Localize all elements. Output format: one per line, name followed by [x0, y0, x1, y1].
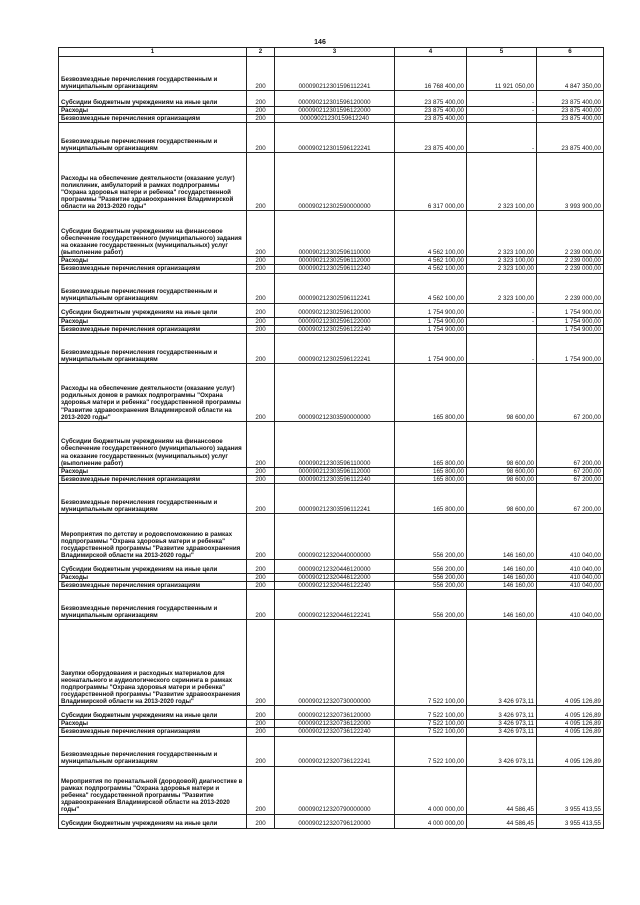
row-amount-executed: 3 426 973,11 — [467, 728, 537, 736]
row-budget-code: 000090212320446122241 — [275, 590, 395, 620]
row-amount-approved: 16 768 400,00 — [395, 57, 467, 91]
row-amount-approved: 165 800,00 — [395, 421, 467, 467]
row-budget-code: 000090212301596122241 — [275, 123, 395, 153]
row-amount-executed: 2 323 100,00 — [467, 265, 537, 273]
row-group-code: 200 — [247, 333, 275, 363]
row-amount-remaining: 67 200,00 — [537, 421, 604, 467]
row-description: Мероприятия по детству и родовспоможению в рамках подпрограммы "Охрана здоровья матери и ребенка" государственной программы "Развитие здравоохранения Владимирской области на 2013-2020 годы" — [59, 514, 247, 560]
table-row — [59, 421, 604, 467]
row-amount-executed: 98 600,00 — [467, 467, 537, 475]
row-amount-approved: 1 754 900,00 — [395, 333, 467, 363]
row-group-code: 200 — [247, 107, 275, 115]
row-amount-executed: 146 160,00 — [467, 574, 537, 582]
table-row — [59, 706, 604, 720]
row-description: Безвозмездные перечисления организациям — [59, 265, 247, 273]
row-budget-code: 000090212302596112241 — [275, 273, 395, 303]
row-amount-executed: 146 160,00 — [467, 560, 537, 574]
row-amount-remaining: 1 754 900,00 — [537, 303, 604, 317]
row-description: Расходы на обеспечение деятельности (оказание услуг) родильных домов в рамках подпрограммы "Охрана здоровья матери и ребенка" государственной программы "Развитие здравоохранения Владимирской области на 2013-2020 годы" — [59, 363, 247, 421]
table-row — [59, 273, 604, 303]
row-group-code: 200 — [247, 766, 275, 814]
row-group-code: 200 — [247, 273, 275, 303]
row-description: Расходы на обеспечение деятельности (оказание услуг) поликлиник, амбулаторий в рамках подпрограммы "Охрана здоровья матери и ребенка" государственной программы "Развитие здравоохранения Владимирской области на 2013-2020 годы" — [59, 153, 247, 211]
row-amount-executed: - — [467, 107, 537, 115]
row-description: Безвозмездные перечисления государственным и муниципальным организациям — [59, 333, 247, 363]
row-description: Закупки оборудования и расходных материалов для неонатального и аудиологического скрининга в рамках подпрограммы "Охрана здоровья матери и ребенка" государственной программы "Развитие здравоохранения Владимирской области на 2013-2020 годы" — [59, 620, 247, 706]
row-amount-executed — [467, 325, 537, 333]
row-group-code: 200 — [247, 153, 275, 211]
row-group-code: 200 — [247, 590, 275, 620]
table-row — [59, 484, 604, 514]
row-budget-code: 000090212303596112241 — [275, 484, 395, 514]
row-amount-approved: 165 800,00 — [395, 363, 467, 421]
row-amount-executed: - — [467, 91, 537, 107]
table-row — [59, 582, 604, 590]
row-amount-remaining: 3 993 900,00 — [537, 153, 604, 211]
row-amount-approved: 1 754 900,00 — [395, 303, 467, 317]
table-row — [59, 107, 604, 115]
table-row — [59, 574, 604, 582]
row-budget-code: 00009021230159612240 — [275, 115, 395, 123]
row-amount-approved: 7 522 100,00 — [395, 720, 467, 728]
row-group-code: 200 — [247, 814, 275, 828]
row-budget-code: 000090212320446122000 — [275, 574, 395, 582]
row-amount-remaining: 4 095 126,89 — [537, 720, 604, 728]
row-amount-executed: 3 426 973,11 — [467, 736, 537, 766]
row-amount-approved: 556 200,00 — [395, 582, 467, 590]
row-amount-approved: 7 522 100,00 — [395, 728, 467, 736]
row-amount-approved: 1 754 900,00 — [395, 317, 467, 325]
row-description: Субсидии бюджетным учреждениям на иные цели — [59, 706, 247, 720]
row-budget-code: 000090212302596122241 — [275, 333, 395, 363]
row-amount-remaining: 1 754 900,00 — [537, 317, 604, 325]
table-row — [59, 325, 604, 333]
row-amount-remaining: 2 239 000,00 — [537, 265, 604, 273]
table-row — [59, 123, 604, 153]
row-budget-code: 000090212302596122240 — [275, 325, 395, 333]
table-row — [59, 766, 604, 814]
row-budget-code: 000090212320446120000 — [275, 560, 395, 574]
table-row — [59, 115, 604, 123]
row-amount-executed: - — [467, 333, 537, 363]
table-row — [59, 720, 604, 728]
row-amount-executed: 98 600,00 — [467, 421, 537, 467]
row-amount-executed: 11 921 050,00 — [467, 57, 537, 91]
row-description: Расходы — [59, 317, 247, 325]
row-amount-remaining: 23 875 400,00 — [537, 115, 604, 123]
row-amount-approved: 556 200,00 — [395, 590, 467, 620]
table-row — [59, 333, 604, 363]
row-description: Безвозмездные перечисления государственным и муниципальным организациям — [59, 123, 247, 153]
row-group-code: 200 — [247, 582, 275, 590]
row-group-code: 200 — [247, 363, 275, 421]
row-amount-remaining: 67 200,00 — [537, 467, 604, 475]
row-group-code: 200 — [247, 91, 275, 107]
row-amount-executed: 3 426 973,11 — [467, 706, 537, 720]
row-amount-executed: 44 586,45 — [467, 766, 537, 814]
row-group-code: 200 — [247, 560, 275, 574]
row-budget-code: 000090212303596112240 — [275, 475, 395, 483]
row-amount-remaining: 2 239 000,00 — [537, 273, 604, 303]
row-amount-remaining: 23 875 400,00 — [537, 91, 604, 107]
row-amount-remaining: 4 095 126,89 — [537, 620, 604, 706]
row-amount-executed: 98 600,00 — [467, 363, 537, 421]
row-amount-approved: 23 875 400,00 — [395, 107, 467, 115]
row-description: Расходы — [59, 107, 247, 115]
table-row — [59, 514, 604, 560]
row-amount-remaining: 67 200,00 — [537, 363, 604, 421]
row-description: Субсидии бюджетным учреждениям на иные цели — [59, 814, 247, 828]
row-amount-approved: 23 875 400,00 — [395, 115, 467, 123]
table-row — [59, 475, 604, 483]
row-amount-executed: 3 426 973,11 — [467, 720, 537, 728]
row-group-code: 200 — [247, 317, 275, 325]
row-amount-approved: 165 800,00 — [395, 467, 467, 475]
row-amount-approved: 165 800,00 — [395, 484, 467, 514]
row-amount-executed: 98 600,00 — [467, 475, 537, 483]
row-budget-code: 000090212303590000000 — [275, 363, 395, 421]
row-budget-code: 000090212320790000000 — [275, 766, 395, 814]
table-row — [59, 211, 604, 257]
row-description: Безвозмездные перечисления государственным и муниципальным организациям — [59, 736, 247, 766]
table-header-row — [59, 48, 604, 57]
table-row — [59, 257, 604, 265]
row-group-code: 200 — [247, 484, 275, 514]
row-budget-code: 000090212302590000000 — [275, 153, 395, 211]
row-amount-remaining: 67 200,00 — [537, 484, 604, 514]
row-amount-remaining: 4 095 126,89 — [537, 736, 604, 766]
table-row — [59, 728, 604, 736]
row-amount-executed — [467, 115, 537, 123]
row-group-code: 200 — [247, 211, 275, 257]
row-description: Мероприятия по пренатальной (дородовой) диагностике в рамках подпрограммы "Охрана здоровья матери и ребенка" государственной программы "Развитие здравоохранения Владимирской области на 2013-2020 годы" — [59, 766, 247, 814]
row-budget-code: 000090212303596112000 — [275, 467, 395, 475]
row-budget-code: 000090212301596120000 — [275, 91, 395, 107]
row-description: Безвозмездные перечисления организациям — [59, 475, 247, 483]
row-amount-remaining: 410 040,00 — [537, 514, 604, 560]
row-amount-approved: 23 875 400,00 — [395, 123, 467, 153]
row-description: Субсидии бюджетным учреждениям на иные цели — [59, 560, 247, 574]
row-budget-code: 000090212301596112241 — [275, 57, 395, 91]
row-amount-approved: 4 562 100,00 — [395, 211, 467, 257]
column-header: 6 — [537, 48, 604, 57]
budget-table — [58, 47, 604, 829]
row-amount-remaining: 4 847 350,00 — [537, 57, 604, 91]
row-group-code: 200 — [247, 325, 275, 333]
row-group-code: 200 — [247, 303, 275, 317]
row-budget-code: 000090212320736120000 — [275, 706, 395, 720]
row-budget-code: 000090212303596110000 — [275, 421, 395, 467]
row-amount-executed: 2 323 100,00 — [467, 273, 537, 303]
row-amount-approved: 165 800,00 — [395, 475, 467, 483]
row-budget-code: 000090212320736122000 — [275, 720, 395, 728]
row-group-code: 200 — [247, 514, 275, 560]
row-amount-approved: 556 200,00 — [395, 560, 467, 574]
row-budget-code: 000090212302596122000 — [275, 317, 395, 325]
row-budget-code: 000090212320736122241 — [275, 736, 395, 766]
table-row — [59, 467, 604, 475]
row-amount-remaining: 3 955 413,55 — [537, 814, 604, 828]
row-description: Расходы — [59, 467, 247, 475]
row-amount-remaining: 1 754 900,00 — [537, 325, 604, 333]
table-row — [59, 57, 604, 91]
row-description: Безвозмездные перечисления государственным и муниципальным организациям — [59, 590, 247, 620]
row-amount-approved: 556 200,00 — [395, 574, 467, 582]
row-group-code: 200 — [247, 265, 275, 273]
row-amount-approved: 23 875 400,00 — [395, 91, 467, 107]
row-budget-code: 000090212320736122240 — [275, 728, 395, 736]
row-amount-approved: 7 522 100,00 — [395, 736, 467, 766]
row-amount-approved: 6 317 000,00 — [395, 153, 467, 211]
row-description: Расходы — [59, 720, 247, 728]
row-group-code: 200 — [247, 123, 275, 153]
page-number: 146 — [314, 39, 326, 46]
column-header: 1 — [59, 48, 247, 57]
row-amount-remaining: 410 040,00 — [537, 582, 604, 590]
row-amount-executed: - — [467, 317, 537, 325]
row-budget-code: 000090212301596122000 — [275, 107, 395, 115]
table-row — [59, 91, 604, 107]
row-amount-approved: 4 000 000,00 — [395, 814, 467, 828]
row-group-code: 200 — [247, 475, 275, 483]
row-amount-approved: 4 562 100,00 — [395, 273, 467, 303]
row-description: Безвозмездные перечисления организациям — [59, 582, 247, 590]
row-amount-executed: 44 586,45 — [467, 814, 537, 828]
row-amount-remaining: 23 875 400,00 — [537, 123, 604, 153]
row-group-code: 200 — [247, 728, 275, 736]
row-group-code: 200 — [247, 736, 275, 766]
row-budget-code: 000090212302596110000 — [275, 211, 395, 257]
row-group-code: 200 — [247, 115, 275, 123]
row-description: Расходы — [59, 574, 247, 582]
row-amount-remaining: 410 040,00 — [537, 560, 604, 574]
row-amount-approved: 1 754 900,00 — [395, 325, 467, 333]
row-description: Безвозмездные перечисления государственным и муниципальным организациям — [59, 484, 247, 514]
table-row — [59, 814, 604, 828]
row-group-code: 200 — [247, 720, 275, 728]
row-description: Расходы — [59, 257, 247, 265]
row-amount-executed: 2 323 100,00 — [467, 211, 537, 257]
row-amount-executed: 146 160,00 — [467, 590, 537, 620]
row-budget-code: 000090212320796120000 — [275, 814, 395, 828]
row-amount-approved: 7 522 100,00 — [395, 620, 467, 706]
row-amount-approved: 4 000 000,00 — [395, 766, 467, 814]
row-amount-approved: 4 562 100,00 — [395, 265, 467, 273]
row-budget-code: 000090212302596112240 — [275, 265, 395, 273]
row-amount-executed: 146 160,00 — [467, 582, 537, 590]
row-amount-executed: - — [467, 123, 537, 153]
row-group-code: 200 — [247, 257, 275, 265]
row-budget-code: 000090212320440000000 — [275, 514, 395, 560]
column-header: 5 — [467, 48, 537, 57]
row-budget-code: 000090212302596120000 — [275, 303, 395, 317]
row-amount-approved: 556 200,00 — [395, 514, 467, 560]
row-amount-remaining: 2 239 000,00 — [537, 257, 604, 265]
row-description: Безвозмездные перечисления государственным и муниципальным организациям — [59, 57, 247, 91]
row-amount-remaining: 410 040,00 — [537, 574, 604, 582]
row-amount-executed: 98 600,00 — [467, 484, 537, 514]
row-amount-remaining: 4 095 126,89 — [537, 728, 604, 736]
table-row — [59, 620, 604, 706]
row-amount-remaining: 3 955 413,55 — [537, 766, 604, 814]
row-description: Безвозмездные перечисления организациям — [59, 115, 247, 123]
row-amount-remaining: 410 040,00 — [537, 590, 604, 620]
row-group-code: 200 — [247, 421, 275, 467]
row-description: Безвозмездные перечисления организациям — [59, 325, 247, 333]
table-row — [59, 560, 604, 574]
table-row — [59, 265, 604, 273]
row-amount-remaining: 67 200,00 — [537, 475, 604, 483]
table-row — [59, 303, 604, 317]
row-group-code: 200 — [247, 57, 275, 91]
row-budget-code: 000090212320446122240 — [275, 582, 395, 590]
row-amount-approved: 4 562 100,00 — [395, 257, 467, 265]
row-amount-remaining: 23 875 400,00 — [537, 107, 604, 115]
column-header: 2 — [247, 48, 275, 57]
row-amount-executed: 2 323 100,00 — [467, 153, 537, 211]
column-header: 3 — [275, 48, 395, 57]
table-row — [59, 736, 604, 766]
row-amount-executed: - — [467, 303, 537, 317]
table-row — [59, 590, 604, 620]
row-group-code: 200 — [247, 706, 275, 720]
row-amount-executed: 2 323 100,00 — [467, 257, 537, 265]
row-amount-remaining: 1 754 900,00 — [537, 333, 604, 363]
row-description: Безвозмездные перечисления организациям — [59, 728, 247, 736]
row-budget-code: 000090212302596112000 — [275, 257, 395, 265]
row-description: Субсидии бюджетным учреждениям на иные цели — [59, 91, 247, 107]
column-header: 4 — [395, 48, 467, 57]
row-description: Субсидии бюджетным учреждениям на финансовое обеспечение государственного (муниципального) задания на оказание государственных (муниципальных) услуг (выполнение работ) — [59, 421, 247, 467]
row-description: Субсидии бюджетным учреждениям на финансовое обеспечение государственного (муниципального) задания на оказание государственных (муниципальных) услуг (выполнение работ) — [59, 211, 247, 257]
row-amount-remaining: 4 095 126,89 — [537, 706, 604, 720]
row-amount-remaining: 2 239 000,00 — [537, 211, 604, 257]
row-group-code: 200 — [247, 574, 275, 582]
table-row — [59, 153, 604, 211]
row-amount-executed: 146 160,00 — [467, 514, 537, 560]
row-amount-executed: 3 426 973,11 — [467, 620, 537, 706]
row-group-code: 200 — [247, 620, 275, 706]
table-row — [59, 317, 604, 325]
row-group-code: 200 — [247, 467, 275, 475]
row-description: Субсидии бюджетным учреждениям на иные цели — [59, 303, 247, 317]
row-amount-approved: 7 522 100,00 — [395, 706, 467, 720]
row-budget-code: 000090212320730000000 — [275, 620, 395, 706]
table-row — [59, 363, 604, 421]
row-description: Безвозмездные перечисления государственным и муниципальным организациям — [59, 273, 247, 303]
